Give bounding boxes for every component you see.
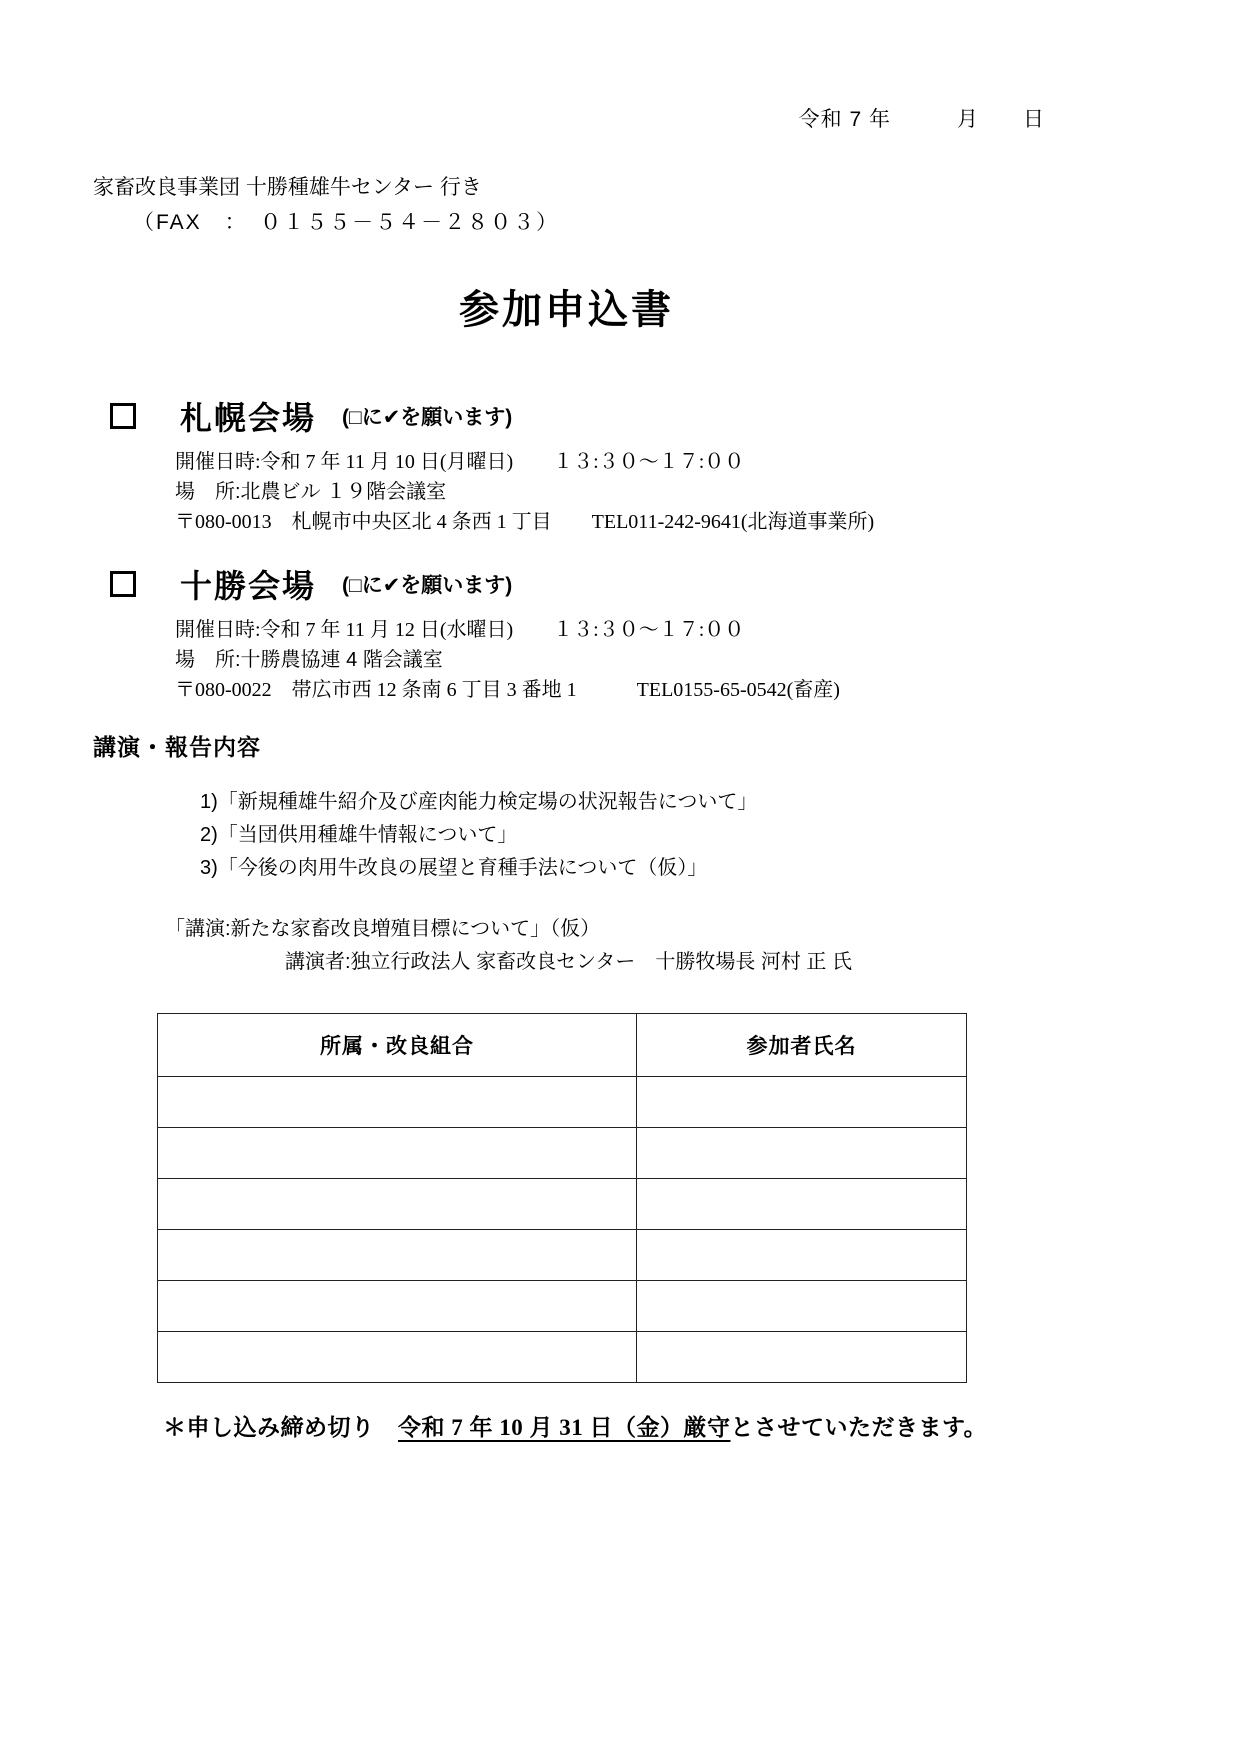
table-cell-empty[interactable]: [637, 1281, 967, 1332]
table-cell-empty[interactable]: [158, 1281, 637, 1332]
deadline-note: [163, 1409, 1240, 1442]
deadline-prefix: ＊申し込み締め切り: [163, 1415, 398, 1440]
venue-section-tokachi: [0, 561, 1240, 705]
venue-header-tokachi: [110, 561, 1240, 607]
venue-datetime: 開催日時:令和 7 年 11 月 10 日(月曜日) １３:３０～１７:００: [175, 451, 745, 473]
table-cell-empty[interactable]: [158, 1128, 637, 1179]
check-instruction: (□に✔を願います): [342, 574, 513, 597]
lecture-title: 「講演:新たな家畜改良増殖目標について」（仮）: [165, 918, 601, 940]
check-instruction: (□に✔を願います): [342, 406, 513, 429]
fax-line: （FAX ： ０１５５－５４－２８０３）: [133, 211, 560, 234]
table-header-row: [158, 1014, 967, 1077]
venue-place: 場 所:十勝農協連 4 階会議室: [175, 649, 443, 671]
venue-place: 場 所:北農ビル １９階会議室: [175, 481, 447, 503]
page-title: 参加申込書: [459, 288, 674, 332]
venue-section-sapporo: [0, 393, 1240, 537]
venue-name-sapporo: 札幌会場: [180, 400, 317, 436]
table-row: [158, 1281, 967, 1332]
table-header-name: 参加者氏名: [637, 1014, 967, 1077]
table-cell-empty[interactable]: [158, 1179, 637, 1230]
table-cell-empty[interactable]: [158, 1332, 637, 1383]
deadline-suffix: とさせていただきます。: [730, 1415, 988, 1440]
table-header-affiliation: 所属・改良組合: [158, 1014, 637, 1077]
sapporo-checkbox[interactable]: [110, 403, 136, 429]
venue-address: 〒080-0013 札幌市中央区北 4 条西 1 丁目 TEL011-242-9641(北海道事業所): [175, 511, 875, 533]
table-row: [158, 1128, 967, 1179]
venue-header-sapporo: [110, 393, 1240, 439]
table-cell-empty[interactable]: [637, 1332, 967, 1383]
venue-details-tokachi: [175, 615, 1240, 705]
venue-name-tokachi: 十勝会場: [180, 568, 317, 604]
program-items: [200, 786, 1240, 885]
tokachi-checkbox[interactable]: [110, 571, 136, 597]
lecture-block: [165, 913, 1240, 979]
table-cell-empty[interactable]: [158, 1077, 637, 1128]
program-heading: 講演・報告内容: [93, 734, 261, 760]
table-cell-empty[interactable]: [637, 1179, 967, 1230]
program-item: 1)「新規種雄牛紹介及び産肉能力検定場の状況報告について」: [200, 791, 758, 813]
table-cell-empty[interactable]: [637, 1230, 967, 1281]
deadline-underline: 令和 7 年 10 月 31 日（金）厳守: [398, 1415, 731, 1440]
venue-address: 〒080-0022 帯広市西 12 条南 6 丁目 3 番地 1 TEL0155-65-0542(畜産): [175, 679, 840, 701]
addressee-line: 家畜改良事業団 十勝種雄牛センター 行き: [93, 176, 482, 199]
table-cell-empty[interactable]: [637, 1077, 967, 1128]
venue-datetime: 開催日時:令和 7 年 11 月 12 日(水曜日) １３:３０～１７:００: [175, 619, 745, 641]
table-row: [158, 1230, 967, 1281]
table-row: [158, 1179, 967, 1230]
signup-table: [157, 1013, 967, 1383]
program-item: 3)「今後の肉用牛改良の展望と育種手法について（仮）」: [200, 857, 708, 879]
lecturer-line: 講演者:独立行政法人 家畜改良センター 十勝牧場長 河村 正 氏: [285, 951, 852, 973]
table-cell-empty[interactable]: [158, 1230, 637, 1281]
venue-details-sapporo: [175, 447, 1240, 537]
table-row: [158, 1077, 967, 1128]
table-cell-empty[interactable]: [637, 1128, 967, 1179]
program-item: 2)「当団供用種雄牛情報について」: [200, 824, 518, 846]
signup-table-body: [158, 1077, 967, 1383]
date-line: 令和 7 年 月 日: [798, 108, 1045, 131]
table-row: [158, 1332, 967, 1383]
